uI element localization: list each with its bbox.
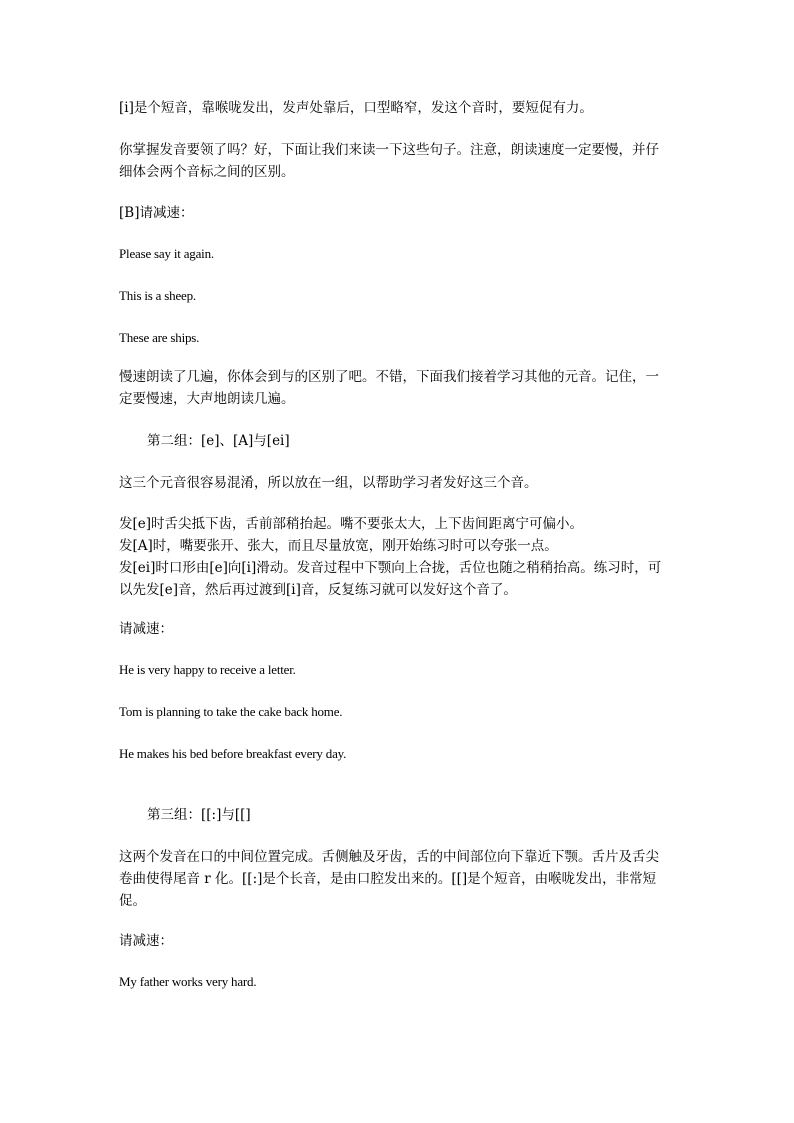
- paragraph-short-i-description: [i]是个短音，靠喉咙发出，发声处靠后，口型略窄，发这个音时，要短促有力。: [119, 100, 593, 116]
- practice-sentence: My father works very hard.: [119, 974, 257, 989]
- slow-down-label: 请减速：: [119, 933, 173, 949]
- slow-down-label: 请减速：: [119, 621, 173, 637]
- paragraph-line: 慢速朗读了几遍，你体会到与的区别了吧。不错，下面我们接着学习其他的元音。记住，一: [119, 369, 659, 385]
- paragraph-line: 发[e]时舌尖抵下齿，舌前部稍抬起。嘴不要张太大，上下齿间距离宁可偏小。: [119, 516, 584, 532]
- paragraph-group-two-intro: 这三个元音很容易混淆，所以放在一组，以帮助学习者发好这三个音。: [119, 475, 538, 491]
- section-heading-group-three: 第三组：[[:]与[[]: [147, 807, 251, 823]
- paragraph-line: 定要慢速，大声地朗读几遍。: [119, 391, 295, 407]
- paragraph-line: 发[A]时，嘴要张开、张大，而且尽量放宽，刚开始练习时可以夸张一点。: [119, 538, 558, 554]
- practice-sentence: These are ships.: [119, 330, 200, 345]
- paragraph-line: 你掌握发音要领了吗？好，下面让我们来读一下这些句子。注意，朗读速度一定要慢，并仔: [119, 142, 659, 158]
- practice-sentence: Please say it again.: [119, 246, 214, 261]
- paragraph-line: 卷曲使得尾音 r 化。[[:]是个长音，是由口腔发出来的。[[]是个短音，由喉咙发出，非常短: [119, 871, 657, 887]
- paragraph-group-three-explanation: [119, 846, 679, 912]
- slow-down-label: [B]请减速：: [119, 205, 194, 221]
- practice-sentence: This is a sheep.: [119, 288, 196, 303]
- paragraph-group-two-explanation: [119, 513, 679, 601]
- paragraph-line: 以先发[e]音，然后再过渡到[i]音，反复练习就可以发好这个音了。: [119, 582, 517, 598]
- paragraph-transition: [119, 366, 679, 410]
- paragraph-line: 这两个发音在口的中间位置完成。舌侧触及牙齿，舌的中间部位向下靠近下颚。舌片及舌尖: [119, 849, 659, 865]
- practice-sentence: He is very happy to receive a letter.: [119, 662, 296, 677]
- paragraph-line: 细体会两个音标之间的区别。: [119, 164, 295, 180]
- paragraph-practice-instructions: [119, 139, 679, 183]
- paragraph-line: 发[ei]时口形由[e]向[i]滑动。发音过程中下颚向上合拢，舌位也随之稍稍抬高。练习时，可: [119, 560, 662, 576]
- practice-sentence: He makes his bed before breakfast every day.: [119, 746, 347, 761]
- paragraph-line: 促。: [119, 893, 146, 909]
- section-heading-group-two: 第二组：[e]、[A]与[ei]: [147, 433, 290, 449]
- practice-sentence: Tom is planning to take the cake back home.: [119, 704, 343, 719]
